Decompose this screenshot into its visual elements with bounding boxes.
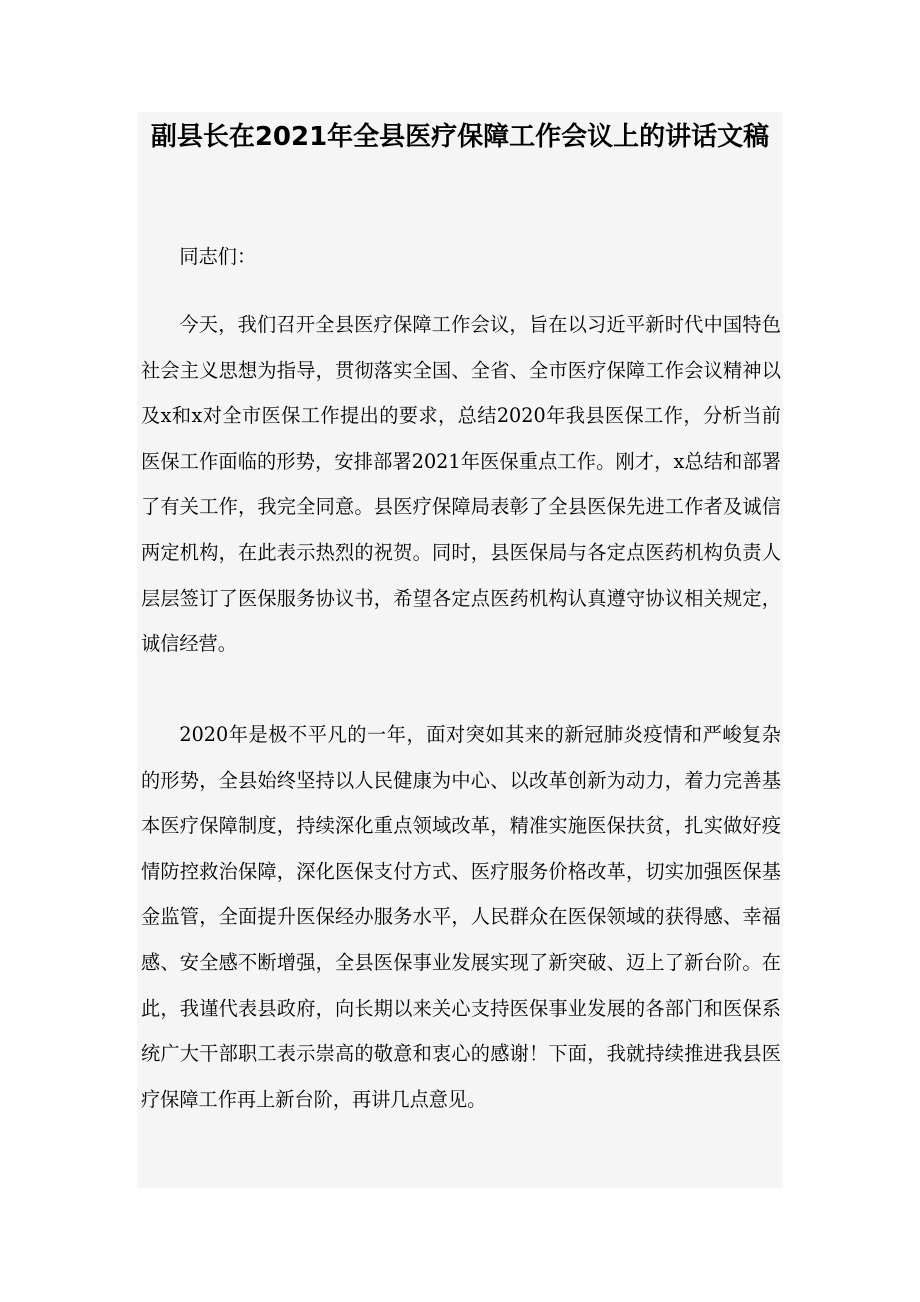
salutation: 同志们：: [179, 245, 257, 268]
document-title: 副县长在2021年全县医疗保障工作会议上的讲话文稿: [150, 122, 770, 152]
paragraph-2: 2020年是极不平凡的一年，面对突如其来的新冠肺炎疫情和严峻复杂的形势，全县始终坚持以人民健康为中心、以改革创新为动力，着力完善基本医疗保障制度，持续深化重点领域改革，精准实施医保扶贫，扎实做好疫情防控救治保障，深化医保支付方式、医疗服务价格改革，切实加强医保基金监管，全面提升医保经办服务水平，人民群众在医保领域的获得感、幸福感、安全感不断增强，全县医保事业发展实现了新突破、迈上了新台阶。在此，我谨代表县政府，向长期以来关心支持医保事业发展的各部门和医保系统广大干部职工表示崇高的敬意和衷心的感谢！下面，我就持续推进我县医疗保障工作再上新台阶，再讲几点意见。: [141, 723, 781, 1111]
paragraph-1: 今天，我们召开全县医疗保障工作会议，旨在以习近平新时代中国特色社会主义思想为指导，贯彻落实全国、全省、全市医疗保障工作会议精神以及x和x对全市医保工作提出的要求，总结2020年我县医保工作，分析当前医保工作面临的形势，安排部署2021年医保重点工作。刚才，x总结和部署了有关工作，我完全同意。县医疗保障局表彰了全县医保先进工作者及诚信两定机构，在此表示热烈的祝贺。同时，县医保局与各定点医药机构负责人层层签订了医保服务协议书，希望各定点医药机构认真遵守协议相关规定，诚信经营。: [141, 313, 781, 656]
